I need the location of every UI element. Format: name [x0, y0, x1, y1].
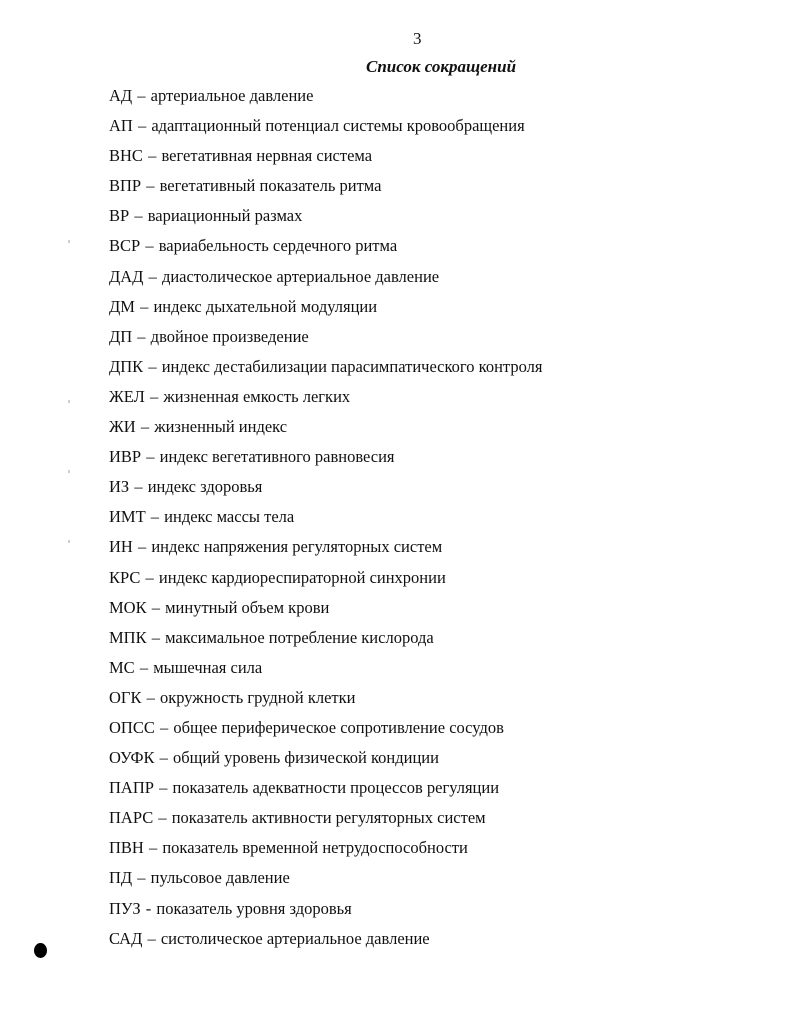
separator-dash: – [137, 86, 146, 105]
abbreviation: КРС [109, 567, 141, 587]
list-item [109, 807, 542, 837]
list-item [109, 266, 542, 296]
definition: систолическое артериальное давление [160, 928, 430, 948]
separator-dash: – [148, 146, 157, 166]
separator-dash: – [159, 717, 169, 737]
list-item [109, 837, 542, 867]
abbreviation: ВР [109, 206, 130, 226]
separator-dash: – [140, 417, 150, 437]
abbreviation: ЖЕЛ [109, 386, 145, 406]
definition: адаптационный потенциал системы кровообращения [151, 116, 525, 136]
list-item [109, 867, 542, 897]
separator-dash: – [137, 537, 147, 557]
separator-dash: – [146, 176, 155, 196]
abbreviation: ПВН [109, 838, 144, 858]
definition: вариационный размах [147, 206, 303, 226]
definition: показатель активности регуляторных систем [171, 808, 486, 828]
abbreviation: ОУФК [109, 748, 155, 768]
abbreviation: ДАД [109, 266, 144, 286]
separator-dash: – [151, 597, 160, 617]
separator-dash: – [134, 477, 143, 497]
list-item [109, 235, 542, 265]
definition: показатель уровня здоровья [156, 898, 352, 918]
abbreviation: САД [109, 928, 143, 948]
abbreviation: ИН [109, 537, 133, 557]
definition: жизненная емкость легких [163, 386, 351, 406]
separator-dash: – [146, 447, 155, 467]
separator-dash: – [159, 778, 168, 798]
separator-dash: – [145, 236, 154, 256]
definition: индекс массы тела [164, 507, 295, 527]
page-title: Список сокращений [366, 57, 517, 76]
list-item [109, 777, 542, 807]
separator-dash: – [158, 808, 167, 828]
definition: показатель временной нетрудоспособности [162, 838, 468, 858]
definition: артериальное давление [150, 86, 314, 105]
abbreviation: ДП [109, 326, 133, 346]
abbreviation: АД [109, 86, 133, 105]
list-item [109, 567, 542, 597]
definition: вариабельность сердечного ритма [158, 236, 398, 256]
list-item [109, 928, 542, 958]
definition: вегетативный показатель ритма [159, 176, 382, 196]
definition: индекс дыхательной модуляции [153, 296, 378, 316]
separator-dash: – [148, 356, 157, 376]
definition: общее периферическое сопротивление сосудов [173, 717, 504, 737]
separator-dash: – [148, 266, 157, 286]
separator-dash: – [146, 687, 155, 707]
list-item [109, 205, 542, 235]
scan-speck [68, 240, 70, 243]
abbreviation: ПАПР [109, 778, 154, 798]
definition: индекс дестабилизации парасимпатического контроля [161, 356, 543, 376]
list-item [109, 416, 542, 446]
definition: пульсовое давление [150, 868, 290, 888]
separator-dash: – [137, 326, 146, 346]
list-item [109, 597, 542, 627]
list-item [109, 175, 542, 205]
abbreviation: ДПК [109, 356, 144, 376]
abbreviation: АП [109, 116, 133, 136]
abbreviation: ЖИ [109, 417, 136, 437]
list-item [109, 85, 542, 115]
abbreviation: МС [109, 657, 135, 677]
list-item [109, 627, 542, 657]
definition: максимальное потребление кислорода [165, 627, 434, 647]
abbreviation: ПУЗ [109, 898, 141, 918]
scan-speck [68, 540, 70, 543]
abbreviation: ИЗ [109, 477, 130, 497]
list-item [109, 296, 542, 326]
definition: индекс кардиореспираторной синхронии [158, 567, 446, 587]
definition: индекс вегетативного равновесия [159, 447, 395, 467]
list-item [109, 115, 542, 145]
definition: диастолическое артериальное давление [161, 266, 440, 286]
separator-dash: – [137, 868, 146, 888]
list-item [109, 536, 542, 566]
list-item [109, 747, 542, 777]
abbreviation: ВПР [109, 176, 142, 196]
definition: окружность грудной клетки [159, 687, 356, 707]
binder-hole-mark [34, 943, 47, 958]
list-item [109, 506, 542, 536]
scan-speck [68, 470, 70, 473]
list-item [109, 356, 542, 386]
separator-dash: – [159, 748, 168, 768]
separator-dash: – [137, 116, 147, 136]
abbreviation: ПД [109, 868, 133, 888]
definition: вегетативная нервная система [161, 146, 373, 166]
definition: показатель адекватности процессов регуляции [172, 778, 500, 798]
definition: индекс здоровья [147, 477, 263, 497]
abbreviation: ВСР [109, 236, 141, 256]
page-number: 3 [413, 29, 422, 48]
list-item [109, 386, 542, 416]
separator-dash: – [134, 206, 143, 226]
abbreviation: ИМТ [109, 507, 146, 527]
separator-dash: – [139, 657, 149, 677]
separator-dash: – [148, 838, 158, 858]
abbreviation: ИВР [109, 447, 142, 467]
list-item [109, 446, 542, 476]
definition: общий уровень физической кондиции [173, 748, 439, 768]
definition: индекс напряжения регуляторных систем [151, 537, 443, 557]
list-item [109, 145, 542, 175]
definition: жизненный индекс [154, 417, 288, 437]
list-item [109, 687, 542, 717]
separator-dash: – [151, 627, 160, 647]
abbreviation: ОГК [109, 687, 142, 707]
separator-dash: - [145, 898, 152, 918]
abbreviation: ДМ [109, 296, 135, 316]
abbreviation: ОПСС [109, 717, 155, 737]
separator-dash: – [140, 296, 149, 316]
list-item [109, 898, 542, 928]
list-item [109, 326, 542, 356]
definition: минутный объем крови [165, 597, 330, 617]
separator-dash: – [150, 507, 160, 527]
definition: двойное произведение [150, 326, 309, 346]
separator-dash: – [147, 928, 156, 948]
abbreviation: ПАРС [109, 808, 154, 828]
separator-dash: – [149, 386, 159, 406]
abbreviation: ВНС [109, 146, 143, 166]
abbreviation-list [109, 85, 542, 958]
list-item [109, 717, 542, 747]
abbreviation: МОК [109, 597, 147, 617]
separator-dash: – [145, 567, 154, 587]
abbreviation: МПК [109, 627, 147, 647]
definition: мышечная сила [153, 657, 263, 677]
list-item [109, 476, 542, 506]
list-item [109, 657, 542, 687]
scan-speck [68, 400, 70, 403]
